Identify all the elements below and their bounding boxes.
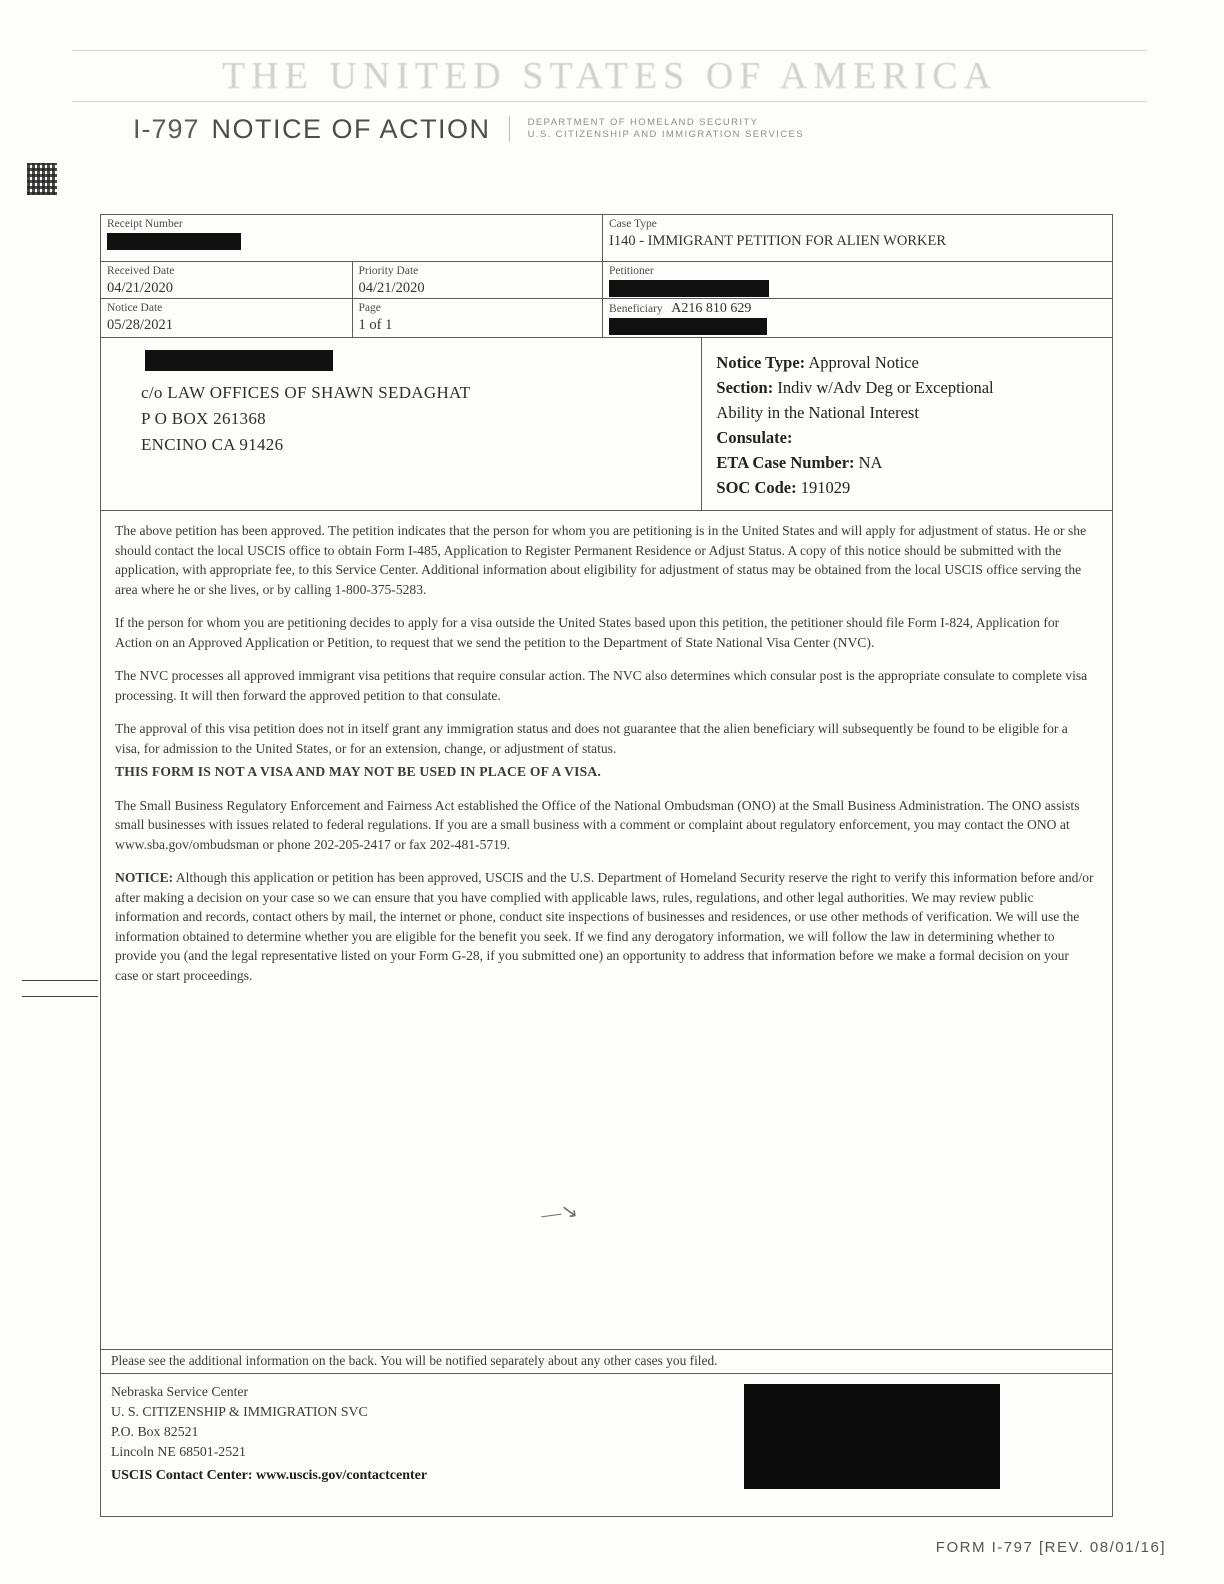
paragraph-2: If the person for whom you are petitioning decides to apply for a visa outside the United States based upon this petition, the petitioner should file Form I-824, Application for Action on an Approved Application or Petition, to request that we send the petition to the Department of State National Visa Center (NVC). [115, 615, 1060, 650]
received-date-cell [101, 262, 352, 298]
department-line-1: DEPARTMENT OF HOMELAND SECURITY [527, 117, 759, 128]
receipt-number-cell [101, 215, 602, 261]
petitioner-value [609, 278, 1106, 297]
title-row [133, 114, 1133, 145]
received-date-value: 04/21/2020 [107, 280, 174, 296]
seal-band [72, 46, 1147, 108]
beneficiary-cell [602, 299, 1112, 337]
notice-details [702, 338, 1112, 510]
page-cell [352, 299, 603, 337]
narrative-body [101, 511, 1112, 1350]
receipt-number-value [107, 231, 596, 250]
form-number: I-797 [133, 114, 200, 144]
notice-body [100, 214, 1113, 1517]
soc-code-label: SOC Code: [716, 478, 797, 497]
notice-date-value: 05/28/2021 [107, 317, 174, 333]
paragraph-4: The approval of this visa petition does not in itself grant any immigration status and does not guarantee that the alien beneficiary will subsequently be found to be eligible for a visa, for admission to the United States, or for an extension, change, or adjustment of status. [115, 721, 1068, 756]
department-lines [528, 117, 804, 145]
handwritten-mark: —↘ [539, 1199, 580, 1227]
consulate-row [716, 425, 1102, 450]
paragraph-3: The NVC processes all approved immigrant visa petitions that require consular action. The NVC also determines which consular post is the appropriate consulate to complete visa processing. It will then forward the approved petition to that consulate. [115, 668, 1088, 703]
eta-case-number-label: ETA Case Number: [716, 453, 855, 472]
margin-mark-2 [22, 996, 98, 997]
address-notice-row [101, 338, 1112, 511]
notice-type-row [716, 350, 1102, 375]
redaction-block [609, 280, 769, 297]
address-line-2: P O BOX 261368 [141, 409, 266, 428]
title-divider [509, 116, 510, 142]
case-type-label: Case Type [609, 218, 657, 230]
form-revision: FORM I-797 [REV. 08/01/16] [935, 1539, 1166, 1556]
margin-mark-1 [22, 980, 98, 981]
paragraph-5: The Small Business Regulatory Enforcement and Fairness Act established the Office of the National Ombudsman (ONO) at the Small Business Administration. The ONO assists small businesses with issues related to federal regulations. If you are a small business with a comment or complaint about regulatory enforcement, you may contact the ONO at www.sba.gov/ombudsman or phone 202-205-2417 or fax 202-481-5719. [115, 797, 1080, 852]
petitioner-label: Petitioner [609, 265, 654, 277]
seal-line-bottom [72, 101, 1147, 102]
redaction-block [744, 1384, 1000, 1489]
notice-type-value: Approval Notice [808, 353, 919, 372]
contact-center-link[interactable]: USCIS Contact Center: www.uscis.gov/contactcenter [111, 1468, 428, 1483]
priority-date-cell [352, 262, 603, 298]
section-label: Section: [716, 378, 774, 397]
notice-lead-label: NOTICE: [115, 870, 174, 885]
priority-date-value: 04/21/2020 [358, 280, 425, 296]
case-type-cell [602, 215, 1112, 261]
notice-date-label: Notice Date [107, 302, 163, 314]
seal-text: THE UNITED STATES OF AMERICA [221, 55, 998, 97]
service-center-address [101, 1374, 1112, 1516]
redaction-block [609, 318, 767, 335]
service-center-line-3: P.O. Box 82521 [111, 1424, 199, 1439]
section-value-line-2: Ability in the National Interest [716, 403, 919, 422]
page-title: NOTICE OF ACTION [211, 114, 491, 144]
case-type-value: I140 - IMMIGRANT PETITION FOR ALIEN WORKER [609, 233, 946, 249]
service-center-line-1: Nebraska Service Center [111, 1384, 249, 1399]
service-center-line-4: Lincoln NE 68501-2521 [111, 1444, 246, 1459]
field-row-1 [101, 215, 1112, 262]
redaction-block [145, 350, 333, 371]
notice-date-cell [101, 299, 352, 337]
page-value: 1 of 1 [358, 317, 393, 333]
priority-date-label: Priority Date [358, 265, 419, 277]
visa-disclaimer: THIS FORM IS NOT A VISA AND MAY NOT BE USED IN PLACE OF A VISA. [115, 764, 601, 779]
receipt-number-label: Receipt Number [107, 218, 183, 230]
mailing-address [101, 338, 702, 510]
eta-row [716, 450, 1102, 475]
section-value-line-1: Indiv w/Adv Deg or Exceptional [777, 378, 994, 397]
redaction-block [107, 233, 241, 250]
department-line-2: U.S. CITIZENSHIP AND IMMIGRATION SERVICES [527, 129, 805, 140]
barcode-icon [27, 163, 57, 195]
additional-info-note: Please see the additional information on the back. You will be notified separately about any other cases you filed. [101, 1350, 1112, 1374]
paragraph-6 [115, 868, 1094, 985]
section-row [716, 375, 1102, 400]
field-row-2 [101, 262, 1112, 299]
address-line-3: ENCINO CA 91426 [141, 435, 284, 454]
beneficiary-label: Beneficiary A216 810 629 [609, 301, 752, 316]
consulate-label: Consulate: [716, 428, 793, 447]
petitioner-cell [602, 262, 1112, 298]
eta-case-number-value: NA [858, 453, 883, 472]
service-center-line-2: U. S. CITIZENSHIP & IMMIGRATION SVC [111, 1404, 368, 1419]
soc-code-value: 191029 [800, 478, 851, 497]
soc-row [716, 475, 1102, 500]
notice-lead-text: Although this application or petition has been approved, USCIS and the U.S. Department of Homeland Security reserve the right to verify this information before and/or after making a decision on your case so we can ensure that you have complied with applicable laws, rules, regulations, and other legal authorities. We may review public information and records, contact others by mail, the internet or phone, conduct site inspections of businesses and residences, or use other methods of verification. We will use the information obtained to determine whether you are eligible for the benefit you seek. If we find any derogatory information, we will follow the law in determining whether to provide you (and the legal representative listed on your Form G-28, if you submitted one) an opportunity to address that information before we make a formal decision on your case or start proceedings. [115, 870, 1094, 983]
notice-type-label: Notice Type: [716, 353, 806, 372]
beneficiary-value: A216 810 629 [671, 301, 752, 316]
received-date-label: Received Date [107, 265, 175, 277]
beneficiary-name-redacted [609, 316, 1106, 335]
address-line-1: c/o LAW OFFICES OF SHAWN SEDAGHAT [141, 383, 471, 402]
page-label: Page [358, 302, 381, 314]
field-row-3 [101, 299, 1112, 338]
paragraph-1: The above petition has been approved. The petition indicates that the person for whom you are petitioning is in the United States and will apply for adjustment of status. He or she should contact the local USCIS office to obtain Form I-485, Application to Register Permanent Residence or Adjust Status. A copy of this notice should be submitted with the application, with appropriate fee, to this Service Center. Additional information about eligibility for adjustment of status may be obtained from the local USCIS office serving the area where he or she lives, or by calling 1-800-375-5283. [115, 523, 1087, 597]
